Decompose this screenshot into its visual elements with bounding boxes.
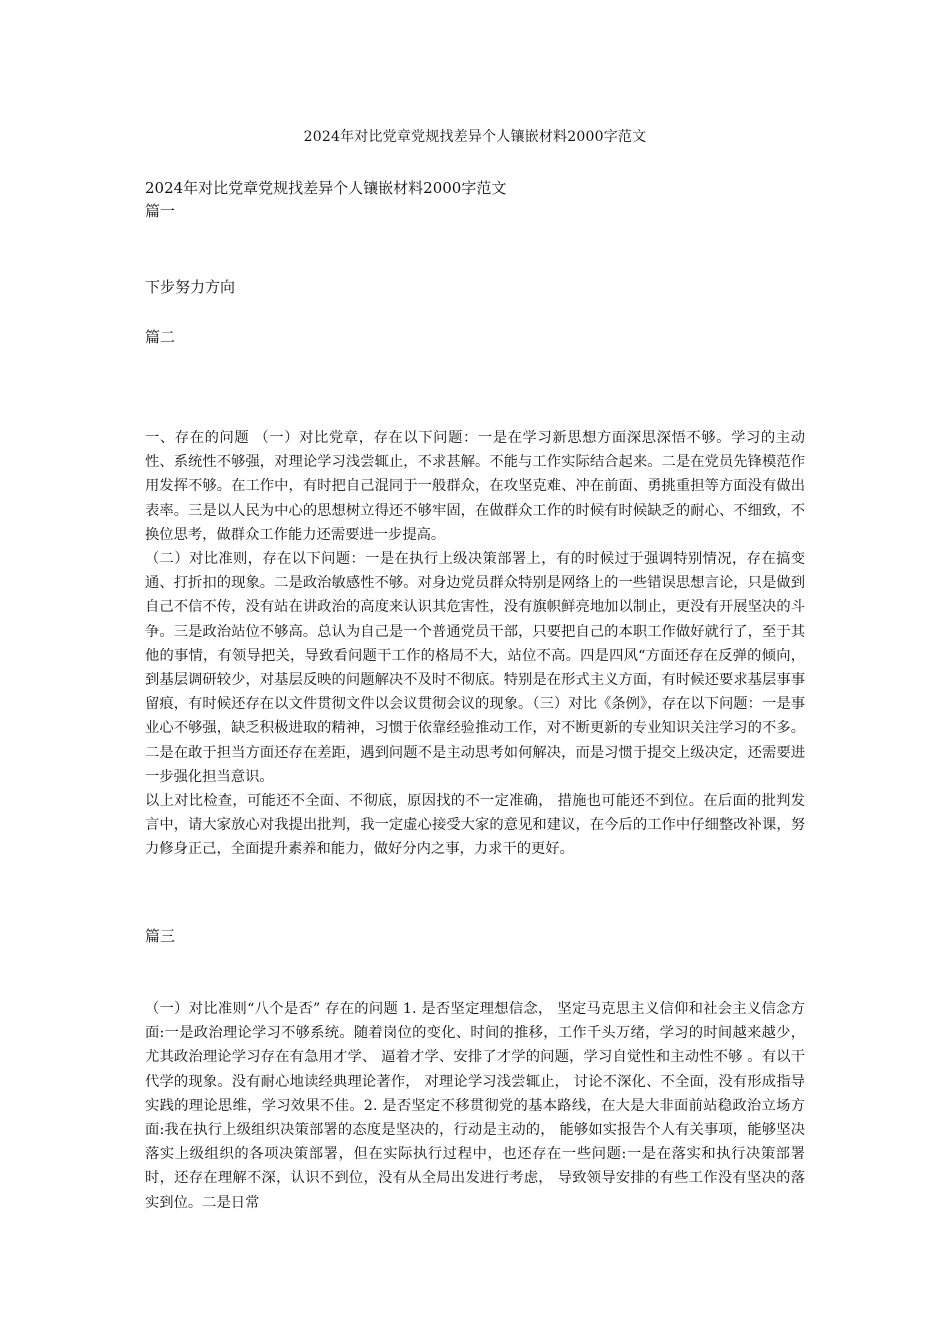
document-title: 2024年对比党章党规找差异个人镶嵌材料2000字范文 — [303, 129, 647, 145]
section2-body — [145, 426, 805, 862]
section-label-2: 篇二 — [145, 328, 176, 346]
section2-paragraph-3: 以上对比检查，可能还不全面、不彻底，原因找的不一定准确， 措施也可能还不到位。在后面的批判发言中，请大家放心对我提出批判，我一定虚心接受大家的意见和建议，在今后的工作中仔细整改补课，努力修身正己，全面提升素养和能力，做好分内之事，力求干的更好。 — [145, 793, 805, 858]
section3-body — [145, 997, 805, 1215]
document-subtitle: 2024年对比党章党规找差异个人镶嵌材料2000字范文 — [145, 179, 507, 197]
section3-paragraph-1: （一）对比准则“八个是否” 存在的问题 1. 是否坚定理想信念， 坚定马克思主义信仰和社会主义信念方面:一是政治理论学习不够系统。随着岗位的变化、时间的推移，工作千头万绪，学习的时间越来越少，尤其政治理论学习存在有急用才学、 逼着才学、安排了才学的问题，学习自觉性和主动性不够 。有以干代学的现象。没有耐心地读经典理论著作， 对理论学习浅尝辄止， 讨论不深化、不全面，没有形成指导实践的理论思维，学习效果不佳。2. 是否坚定不移贯彻党的基本路线，在大是大非面前站稳政治立场方面:我在执行上级组织决策部署的态度是坚决的，行动是主动的， 能够如实报告个人有关事项，能够坚决落实上级组织的各项决策部署，但在实际执行过程中，也还存在一些问题:一是在落实和执行决策部署时，还存在理解不深，认识不到位，没有从全局出发进行考虑， 导致领导安排的有些工作没有坚决的落实到位。二是日常 — [145, 1001, 805, 1211]
section2-paragraph-2: （二）对比准则，存在以下问题：一是在执行上级决策部署上，有的时候过于强调特别情况，存在搞变通、打折扣的现象。二是政治敏感性不够。对身边党员群众特别是网络上的一些错误思想言论，只是做到自己不信不传，没有站在讲政治的高度来认识其危害性，没有旗帜鲜亮地加以制止，更没有开展坚决的斗争。三是政治站位不够高。总认为自己是一个普通党员干部，只要把自己的本职工作做好就行了，至于其他的事情，有领导把关，导致看问题干工作的格局不大，站位不高。四是四风“方面还存在反弹的倾向，到基层调研较少，对基层反映的问题解决不及时不彻底。特别是在形式主义方面，有时候还要求基层事事留痕，有时候还存在以文件贯彻文件以会议贯彻会议的现象。（三）对比《条例》，存在以下问题：一是事业心不够强，缺乏积极进取的精神，习惯于依靠经验推动工作，对不断更新的专业知识关注学习的不多。二是在敢于担当方面还存在差距，遇到问题不是主动思考如何解决，而是习惯于提交上级决定，还需要进一步强化担当意识。 — [145, 551, 805, 785]
direction-heading: 下步努力方向 — [145, 278, 236, 296]
section-label-1: 篇一 — [145, 202, 176, 220]
section-label-3: 篇三 — [145, 927, 176, 945]
section2-paragraph-1: 一、存在的问题 （一）对比党章，存在以下问题：一是在学习新思想方面深思深悟不够。学习的主动性、系统性不够强，对理论学习浅尝辄止，不求甚解。不能与工作实际结合起来。二是在党员先锋模范作用发挥不够。在工作中，有时把自己混同于一般群众，在攻坚克难、冲在前面、勇挑重担等方面没有做出表率。三是以人民为中心的思想树立得还不够牢固，在做群众工作的时候有时候缺乏的耐心、不细致，不换位思考，做群众工作能力还需要进一步提高。 — [145, 430, 805, 543]
